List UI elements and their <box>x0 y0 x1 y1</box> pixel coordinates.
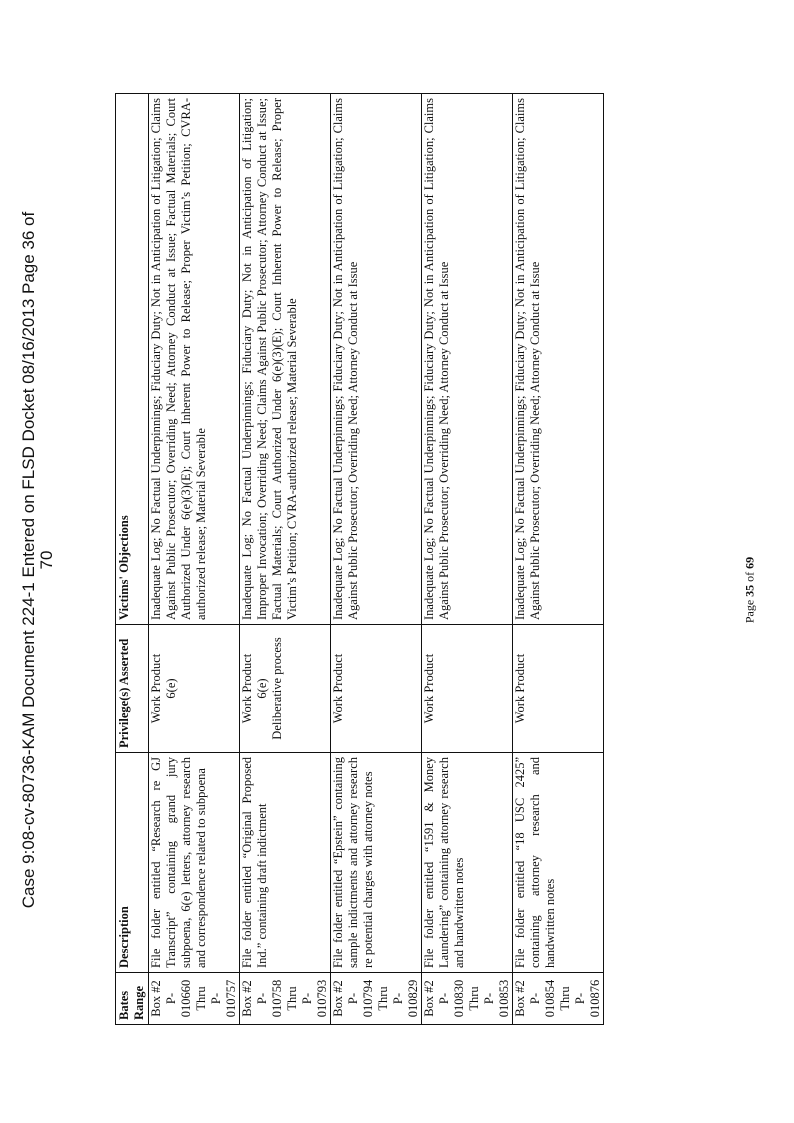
privilege-line: Work Product <box>149 653 163 724</box>
header-description: Description <box>116 753 149 973</box>
bates-line: Thru <box>558 986 572 1011</box>
privilege-line: Work Product <box>513 653 527 724</box>
header-bates-range: Bates Range <box>116 973 149 1025</box>
table-header-row <box>116 94 149 1025</box>
footer-prefix: Page <box>742 596 757 624</box>
objections-cell: Inadequate Log; No Factual Underpinnings; Fiduciary Duty; Not in Anticipation of Litigation; Claims Against Public Prosecutor; Overriding Need; Attorney Conduct at Issue <box>513 94 604 625</box>
bates-line: Box #2 <box>149 980 163 1017</box>
table-row <box>149 94 240 1025</box>
privilege-cell <box>422 625 513 753</box>
bates-range-cell <box>422 973 513 1025</box>
page-footer <box>720 520 780 660</box>
bates-line: Box #2 <box>240 980 254 1017</box>
table-row <box>422 94 513 1025</box>
table-row <box>331 94 422 1025</box>
privilege-line: Work Product <box>331 653 345 724</box>
bates-line: Box #2 <box>331 980 345 1017</box>
footer-of: of <box>742 568 757 585</box>
bates-line: P-010758 <box>255 979 284 1018</box>
bates-line: P-010853 <box>482 979 511 1018</box>
bates-line: P-010660 <box>164 979 193 1018</box>
header-objections: Victims' Objections <box>116 94 149 625</box>
footer-page-number: 35 <box>742 584 757 597</box>
privilege-line: 6(e) <box>164 678 178 699</box>
bates-line: P-010793 <box>300 979 329 1018</box>
bates-line: P-010794 <box>346 979 375 1018</box>
privilege-cell <box>513 625 604 753</box>
description-cell: File folder entitled “18 USC 2425” containing attorney research and handwritten notes <box>513 753 604 973</box>
privilege-line: Deliberative process <box>270 637 284 740</box>
header-line-2: 70 <box>37 550 56 570</box>
bates-line: P-010876 <box>573 979 602 1018</box>
objections-cell: Inadequate Log; No Factual Underpinnings; Fiduciary Duty; Not in Anticipation of Litigation; Improper Invocation; Overriding Need; Claims Against Public Prosecutor; Attorney Conduct at Issue; Factual Materials; Court Authorized Under 6(e)(3)(E); Court Inherent Power to Release; Proper Victim’s Petition; CVRA-authorized release; Material Severable <box>240 94 331 625</box>
objections-cell: Inadequate Log; No Factual Underpinnings; Fiduciary Duty; Not in Anticipation of Litigation; Claims Against Public Prosecutor; Overriding Need; Attorney Conduct at Issue <box>422 94 513 625</box>
bates-line: Thru <box>285 986 299 1011</box>
bates-line: P-010854 <box>528 979 557 1018</box>
footer-page-total: 69 <box>742 556 757 569</box>
header-line-1: Case 9:08-cv-80736-KAM Document 224-1 Entered on FLSD Docket 08/16/2013 Page 36 of <box>19 211 38 909</box>
description-cell: File folder entitled “1591 & Money Laundering” containing attorney research and handwritten notes <box>422 753 513 973</box>
privilege-log-table <box>115 93 604 1025</box>
description-cell: File folder entitled “Research re GJ Transcript” containing grand jury subpoena, 6(e) letters, attorney research and correspondence related to subpoena <box>149 753 240 973</box>
objections-cell: Inadequate Log; No Factual Underpinnings; Fiduciary Duty; Not in Anticipation of Litigation; Claims Against Public Prosecutor; Overriding Need; Attorney Conduct at Issue <box>331 94 422 625</box>
bates-range-cell <box>513 973 604 1025</box>
bates-line: Box #2 <box>513 980 527 1017</box>
bates-line: P-010829 <box>391 979 420 1018</box>
bates-line: Thru <box>194 986 208 1011</box>
privilege-line: 6(e) <box>255 678 269 699</box>
privilege-line: Work Product <box>240 653 254 724</box>
bates-line: Thru <box>467 986 481 1011</box>
bates-range-cell <box>240 973 331 1025</box>
bates-range-cell <box>149 973 240 1025</box>
court-header <box>14 40 106 1080</box>
bates-line: P-010830 <box>437 979 466 1018</box>
privilege-cell <box>331 625 422 753</box>
bates-line: Thru <box>376 986 390 1011</box>
bates-line: P-010757 <box>209 979 238 1018</box>
bates-range-cell <box>331 973 422 1025</box>
privilege-line: Work Product <box>422 653 436 724</box>
description-cell: File folder entitled “Epstein” containing sample indictments and attorney research re potential charges with attorney notes <box>331 753 422 973</box>
bates-line: Box #2 <box>422 980 436 1017</box>
privilege-log-table-region <box>115 93 717 1025</box>
privilege-cell <box>149 625 240 753</box>
table-row <box>240 94 331 1025</box>
privilege-cell <box>240 625 331 753</box>
description-cell: File folder entitled “Original Proposed Ind.” containing draft indictment <box>240 753 331 973</box>
header-privilege: Privilege(s) Asserted <box>116 625 149 753</box>
objections-cell: Inadequate Log; No Factual Underpinnings; Fiduciary Duty; Not in Anticipation of Litigation; Claims Against Public Prosecutor; Overriding Need; Attorney Conduct at Issue; Factual Materials; Court Authorized Under 6(e)(3)(E); Court Inherent Power to Release; Proper Victim’s Petition; CVRA-authorized release; Material Severable <box>149 94 240 625</box>
table-row <box>513 94 604 1025</box>
